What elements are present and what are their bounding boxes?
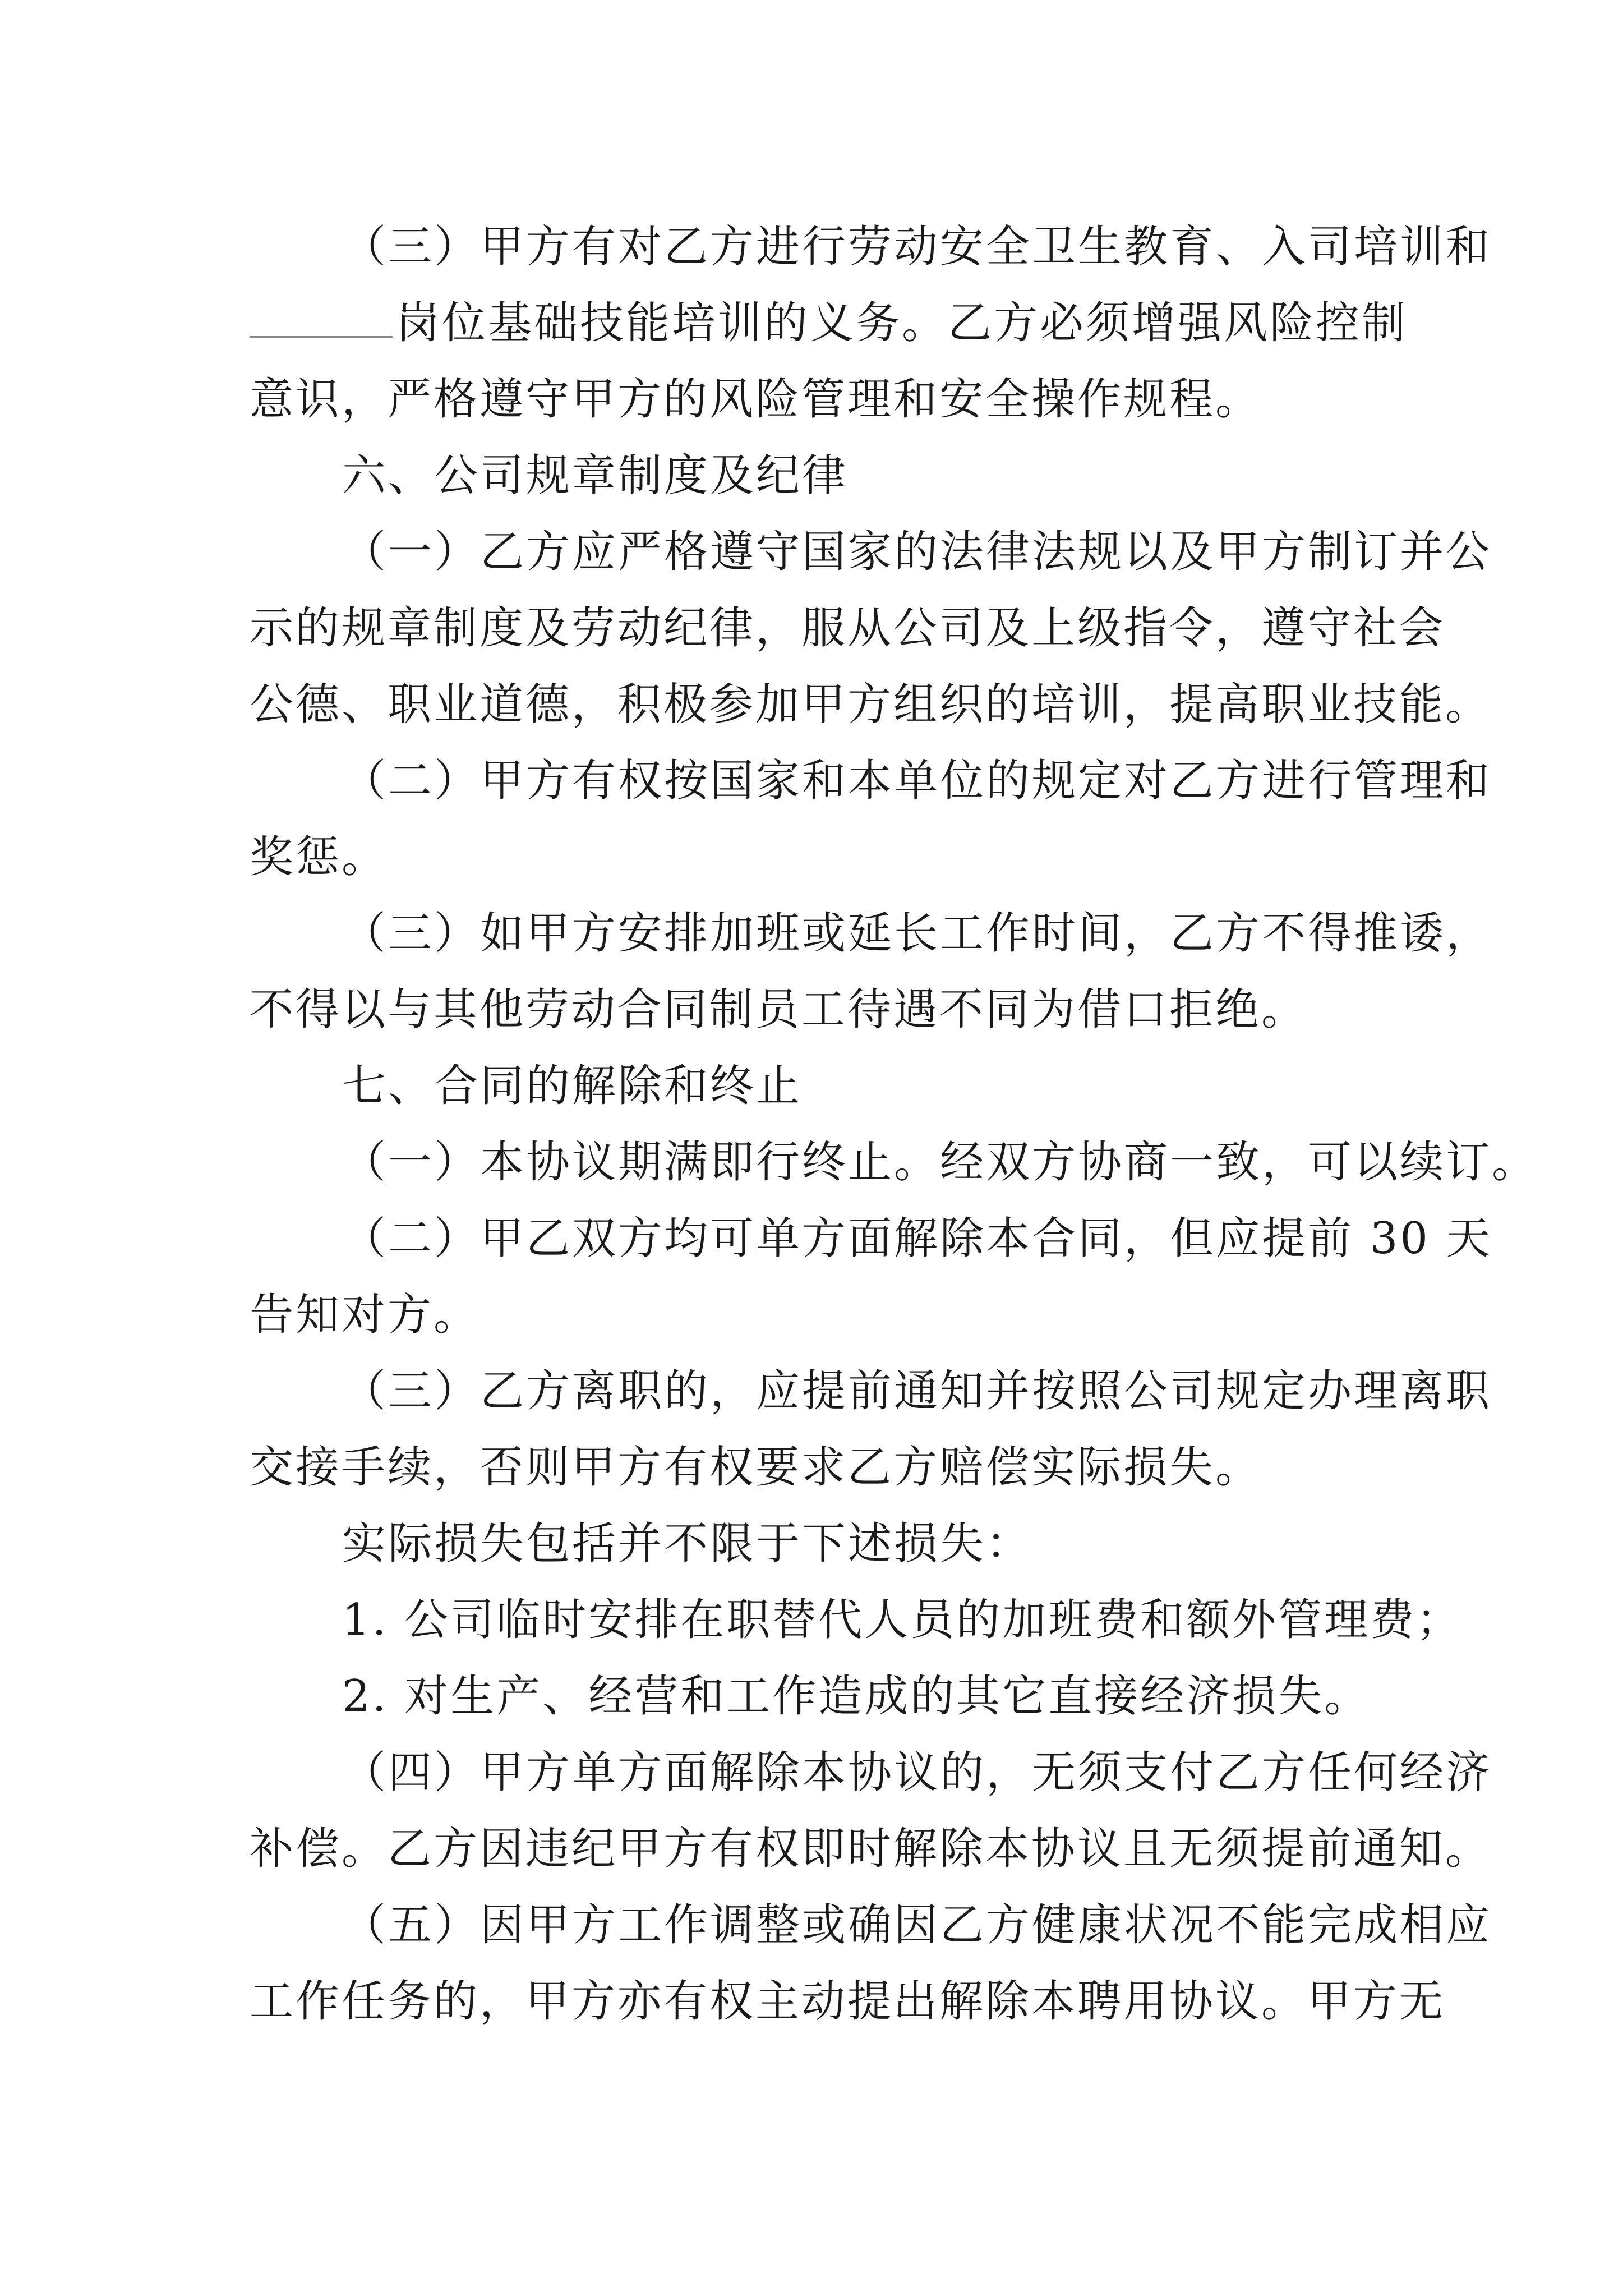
text-line: （一）本协议期满即行终止。经双方协商一致，可以续订。 [342,1137,1538,1188]
text-line: （三）甲方有对乙方进行劳动安全卫生教育、入司培训和 [342,222,1492,272]
text-line-content: 岗位基础技能培训的义务。乙方必须增强风险控制 [396,298,1408,348]
text-line-with-blank [250,285,1408,361]
text-line: （一）乙方应严格遵守国家的法律法规以及甲方制订并公 [342,527,1492,577]
text-line: （四）甲方单方面解除本协议的，无须支付乙方任何经济 [342,1747,1492,1798]
text-line: 公德、职业道德，积极参加甲方组织的培训，提高职业技能。 [250,679,1492,730]
text-line: 告知对方。 [250,1290,480,1340]
text-line: （二）甲方有权按国家和本单位的规定对乙方进行管理和 [342,756,1492,806]
text-line: （三）乙方离职的，应提前通知并按照公司规定办理离职 [342,1366,1492,1416]
fill-in-blank [250,297,393,338]
document-body [250,209,1538,2040]
text-line: 意识，严格遵守甲方的风险管理和安全操作规程。 [250,374,1262,425]
text-line: 示的规章制度及劳动纪律，服从公司及上级指令，遵守社会 [250,603,1446,654]
text-line: 工作任务的，甲方亦有权主动提出解除本聘用协议。甲方无 [250,1976,1446,2027]
text-line: 不得以与其他劳动合同制员工待遇不同为借口拒绝。 [250,984,1308,1035]
text-line: （三）如甲方安排加班或延长工作时间，乙方不得推诿， [342,908,1492,959]
text-line: 补偿。乙方因违纪甲方有权即时解除本协议且无须提前通知。 [250,1824,1492,1874]
text-line: 奖惩。 [250,832,388,882]
text-line: （二）甲乙双方均可单方面解除本合同，但应提前 30 天 [342,1213,1492,1264]
section-heading: 六、公司规章制度及纪律 [342,450,849,501]
section-heading: 七、合同的解除和终止 [342,1061,803,1111]
text-line: （五）因甲方工作调整或确因乙方健康状况不能完成相应 [342,1900,1492,1950]
list-item: 1. 公司临时安排在职替代人员的加班费和额外管理费； [342,1595,1463,1645]
text-line: 交接手续，否则甲方有权要求乙方赔偿实际损失。 [250,1442,1262,1493]
text-line: 实际损失包括并不限于下述损失： [342,1519,1032,1569]
list-item: 2. 对生产、经营和工作造成的其它直接经济损失。 [342,1671,1371,1722]
